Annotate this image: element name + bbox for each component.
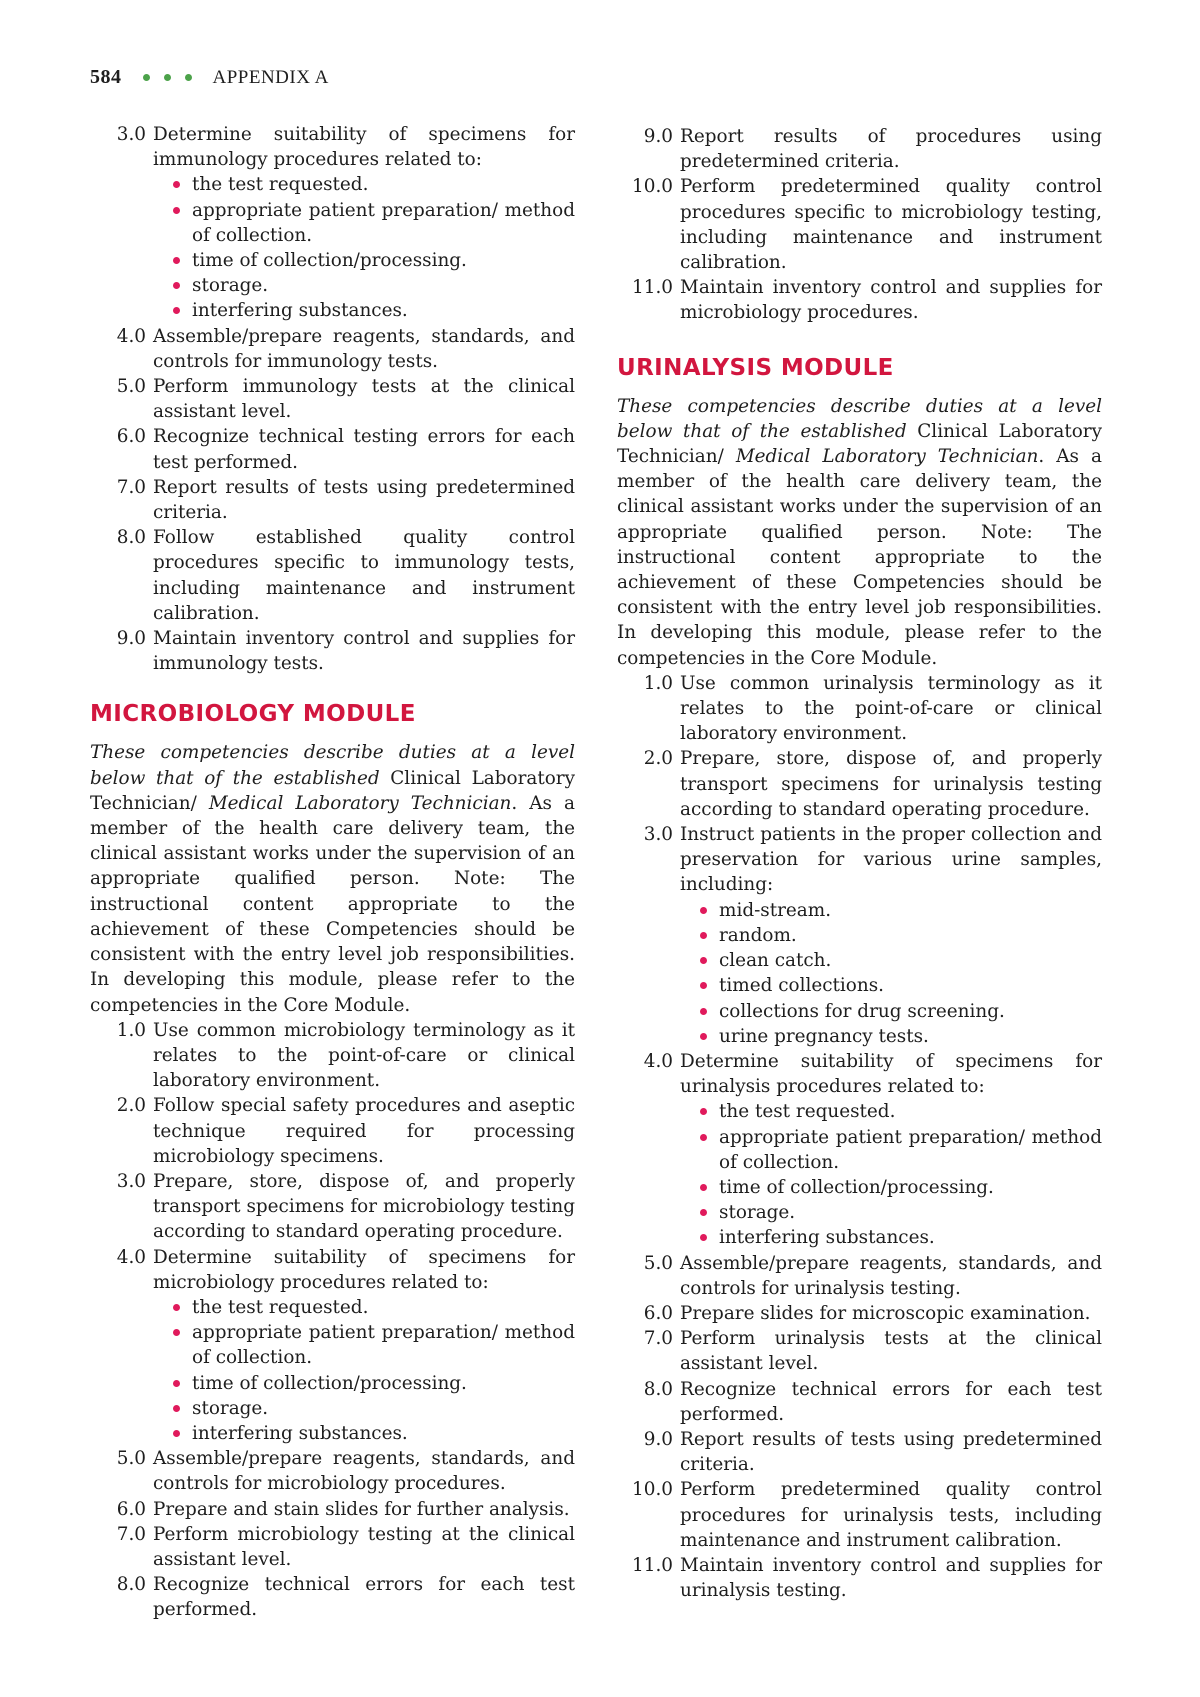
urinalysis-bullets-samples [617,898,1102,1049]
intro-italic: Medical Laboratory Technician [208,792,512,814]
urinalysis-bullets-suitability [617,1099,1102,1250]
item-number: 5.0 [116,376,146,398]
bullet-item: storage. [699,1200,1102,1225]
numbered-item [90,1018,575,1094]
item-text: Perform immunology tests at the clinical assistant level. [153,376,575,423]
item-text: Instruct patients in the proper collection and preservation for various urine samples, including: [680,824,1102,896]
intro-roman: Clinical Laboratory Technician/ [617,420,1102,468]
item-number: 6.0 [643,1302,673,1324]
urinalysis-heading: URINALYSIS MODULE [617,354,894,381]
microbiology-heading: MICROBIOLOGY MODULE [90,701,416,728]
item-text: Report results of tests using predetermined criteria. [680,1428,1102,1476]
numbered-item [90,1497,575,1522]
numbered-item [90,525,575,626]
item-number: 9.0 [643,1428,673,1450]
bullet-item: interfering substances. [172,298,575,323]
item-number: 8.0 [643,1378,673,1400]
numbered-item [617,822,1102,898]
item-text: Use common urinalysis terminology as it relates to the point-of-care or clinical laboratory environment. [680,672,1102,745]
item-number: 5.0 [116,1448,146,1470]
numbered-item [617,1427,1102,1477]
item-text: Maintain inventory control and supplies for microbiology procedures. [680,277,1102,324]
item-text: Prepare, store, dispose of, and properly transport specimens for urinalysis testing according to standard operating procedure. [680,748,1102,820]
bullet-item: time of collection/processing. [699,1175,1102,1200]
item-number: 6.0 [116,1498,146,1520]
bullet-item: collections for drug screening. [699,999,1102,1024]
dot-icon [143,74,150,81]
item-text: Assemble/prepare reagents, standards, and controls for microbiology procedures. [153,1448,575,1495]
item-number: 4.0 [643,1050,673,1072]
left-column [90,122,575,1623]
item-number: 2.0 [116,1095,146,1117]
bullet-item: the test requested. [172,1295,575,1320]
bullet-item: clean catch. [699,948,1102,973]
bullet-item: urine pregnancy tests. [699,1024,1102,1049]
item-text: Perform microbiology testing at the clinical assistant level. [153,1523,575,1570]
item-text: Prepare and stain slides for further analysis. [153,1498,570,1520]
item-number: 10.0 [632,176,673,198]
numbered-item [617,1326,1102,1376]
item-number: 3.0 [116,1170,146,1192]
item-text: Assemble/prepare reagents, standards, and controls for urinalysis testing. [680,1252,1102,1299]
bullet-item: storage. [172,1396,575,1421]
numbered-item [617,174,1102,275]
section-title: APPENDIX A [212,66,329,88]
numbered-item [90,424,575,474]
dot-icon [164,74,171,81]
item-number: 8.0 [116,527,146,549]
item-number: 2.0 [643,748,673,770]
intro-roman: Clinical Laboratory Technician/ [90,767,575,814]
numbered-item [617,671,1102,747]
intro-roman: . As a member of the health care delivery team, the clinical assistant works under the supervision of an appropriate qualified person. Note: The instructional content appropriate to the achievement of these Competencies should be consistent with the entry level job responsibilities. In developing this module, please refer to the competencies in the Core Module. [617,446,1102,669]
running-header [90,66,329,89]
item-text: Perform urinalysis tests at the clinical assistant level. [680,1328,1102,1375]
bullet-item: mid-stream. [699,898,1102,923]
immunology-bullets [90,172,575,323]
numbered-item [617,1477,1102,1553]
item-number: 9.0 [116,628,146,650]
numbered-item [617,1301,1102,1326]
bullet-item: appropriate patient preparation/ method of collection. [172,1320,575,1370]
item-number: 6.0 [116,426,146,448]
bullet-item: random. [699,923,1102,948]
bullet-item: interfering substances. [172,1421,575,1446]
numbered-item [90,324,575,374]
item-number: 5.0 [643,1252,673,1274]
item-text: Use common microbiology terminology as it relates to the point-of-care or clinical laboratory environment. [153,1019,575,1092]
numbered-item [617,1049,1102,1099]
urinalysis-intro [617,394,1102,671]
numbered-item [617,1251,1102,1301]
item-text: Prepare slides for microscopic examination. [680,1302,1091,1324]
item-text: Determine suitability of specimens for urinalysis procedures related to: [680,1050,1102,1098]
intro-roman: . As a member of the health care delivery team, the clinical assistant works under the supervision of an appropriate qualified person. Note: The instructional content appropriate to the achievement of these Competencies should be consistent with the entry level job responsibilities. In developing this module, please refer to the competencies in the Core Module. [90,792,575,1016]
item-number: 4.0 [116,1246,146,1268]
dot-icon [185,74,192,81]
item-text: Determine suitability of specimens for microbiology procedures related to: [153,1246,575,1293]
microbiology-bullets [90,1295,575,1446]
item-text: Follow special safety procedures and aseptic technique required for processing microbiology specimens. [153,1095,575,1167]
item-text: Maintain inventory control and supplies for immunology tests. [153,628,575,675]
numbered-item [617,275,1102,325]
bullet-item: time of collection/processing. [172,1371,575,1396]
numbered-item [90,374,575,424]
item-text: Report results of tests using predetermined criteria. [153,476,575,524]
microbiology-intro [90,740,575,1017]
intro-italic: These competencies describe duties at a level below that of the established [90,742,575,789]
item-text: Recognize technical errors for each test performed. [153,1574,575,1621]
item-text: Perform predetermined quality control procedures for urinalysis tests, including maintenance and instrument calibration. [680,1479,1102,1551]
microbiology-list-b [90,1446,575,1622]
immunology-list-a [90,122,575,172]
bullet-item: time of collection/processing. [172,248,575,273]
item-number: 1.0 [116,1019,146,1041]
item-text: Prepare, store, dispose of, and properly transport specimens for microbiology testing according to standard operating procedure. [153,1170,575,1243]
item-text: Recognize technical testing errors for each test performed. [153,426,575,473]
numbered-item [617,746,1102,822]
immunology-list-b [90,324,575,677]
right-column [617,124,1102,1603]
item-text: Perform predetermined quality control procedures specific to microbiology testing, including maintenance and instrument calibration. [680,176,1102,274]
numbered-item [90,1093,575,1169]
numbered-item [90,475,575,525]
microbiology-list-a [90,1018,575,1295]
microbiology-list-c [617,124,1102,326]
item-number: 1.0 [643,672,673,694]
item-number: 10.0 [632,1479,673,1501]
bullet-item: appropriate patient preparation/ method of collection. [699,1125,1102,1175]
item-text: Follow established quality control procedures specific to immunology tests, including maintenance and instrument calibration. [153,527,575,624]
intro-italic: Medical Laboratory Technician [735,446,1039,468]
header-dots-ornament [136,74,199,81]
urinalysis-list-a [617,671,1102,898]
numbered-item [90,1446,575,1496]
item-number: 4.0 [116,325,146,347]
item-number: 7.0 [116,476,146,498]
numbered-item [617,1377,1102,1427]
item-text: Determine suitability of specimens for immunology procedures related to: [153,124,575,171]
numbered-item [90,1572,575,1622]
item-number: 3.0 [116,124,146,145]
numbered-item [617,124,1102,174]
item-text: Maintain inventory control and supplies for urinalysis testing. [680,1554,1102,1602]
numbered-item [617,1553,1102,1603]
page-number: 584 [90,66,122,88]
bullet-item: timed collections. [699,973,1102,998]
bullet-item: the test requested. [699,1099,1102,1124]
item-text: Report results of procedures using predetermined criteria. [680,126,1102,173]
urinalysis-list-c [617,1251,1102,1604]
numbered-item [90,626,575,676]
item-number: 7.0 [643,1328,673,1350]
numbered-item [90,1245,575,1295]
bullet-item: interfering substances. [699,1225,1102,1250]
item-text: Recognize technical errors for each test performed. [680,1378,1102,1425]
numbered-item [90,122,575,172]
numbered-item [90,1522,575,1572]
item-text: Assemble/prepare reagents, standards, and controls for immunology tests. [153,325,575,372]
item-number: 8.0 [116,1574,146,1596]
bullet-item: appropriate patient preparation/ method of collection. [172,198,575,248]
item-number: 11.0 [632,1554,673,1576]
urinalysis-list-b [617,1049,1102,1099]
item-number: 3.0 [643,824,673,846]
item-number: 7.0 [116,1523,146,1545]
bullet-item: the test requested. [172,172,575,197]
item-number: 11.0 [632,277,673,299]
intro-italic: These competencies describe duties at a level below that of the established [617,395,1102,442]
item-number: 9.0 [643,126,673,147]
numbered-item [90,1169,575,1245]
bullet-item: storage. [172,273,575,298]
